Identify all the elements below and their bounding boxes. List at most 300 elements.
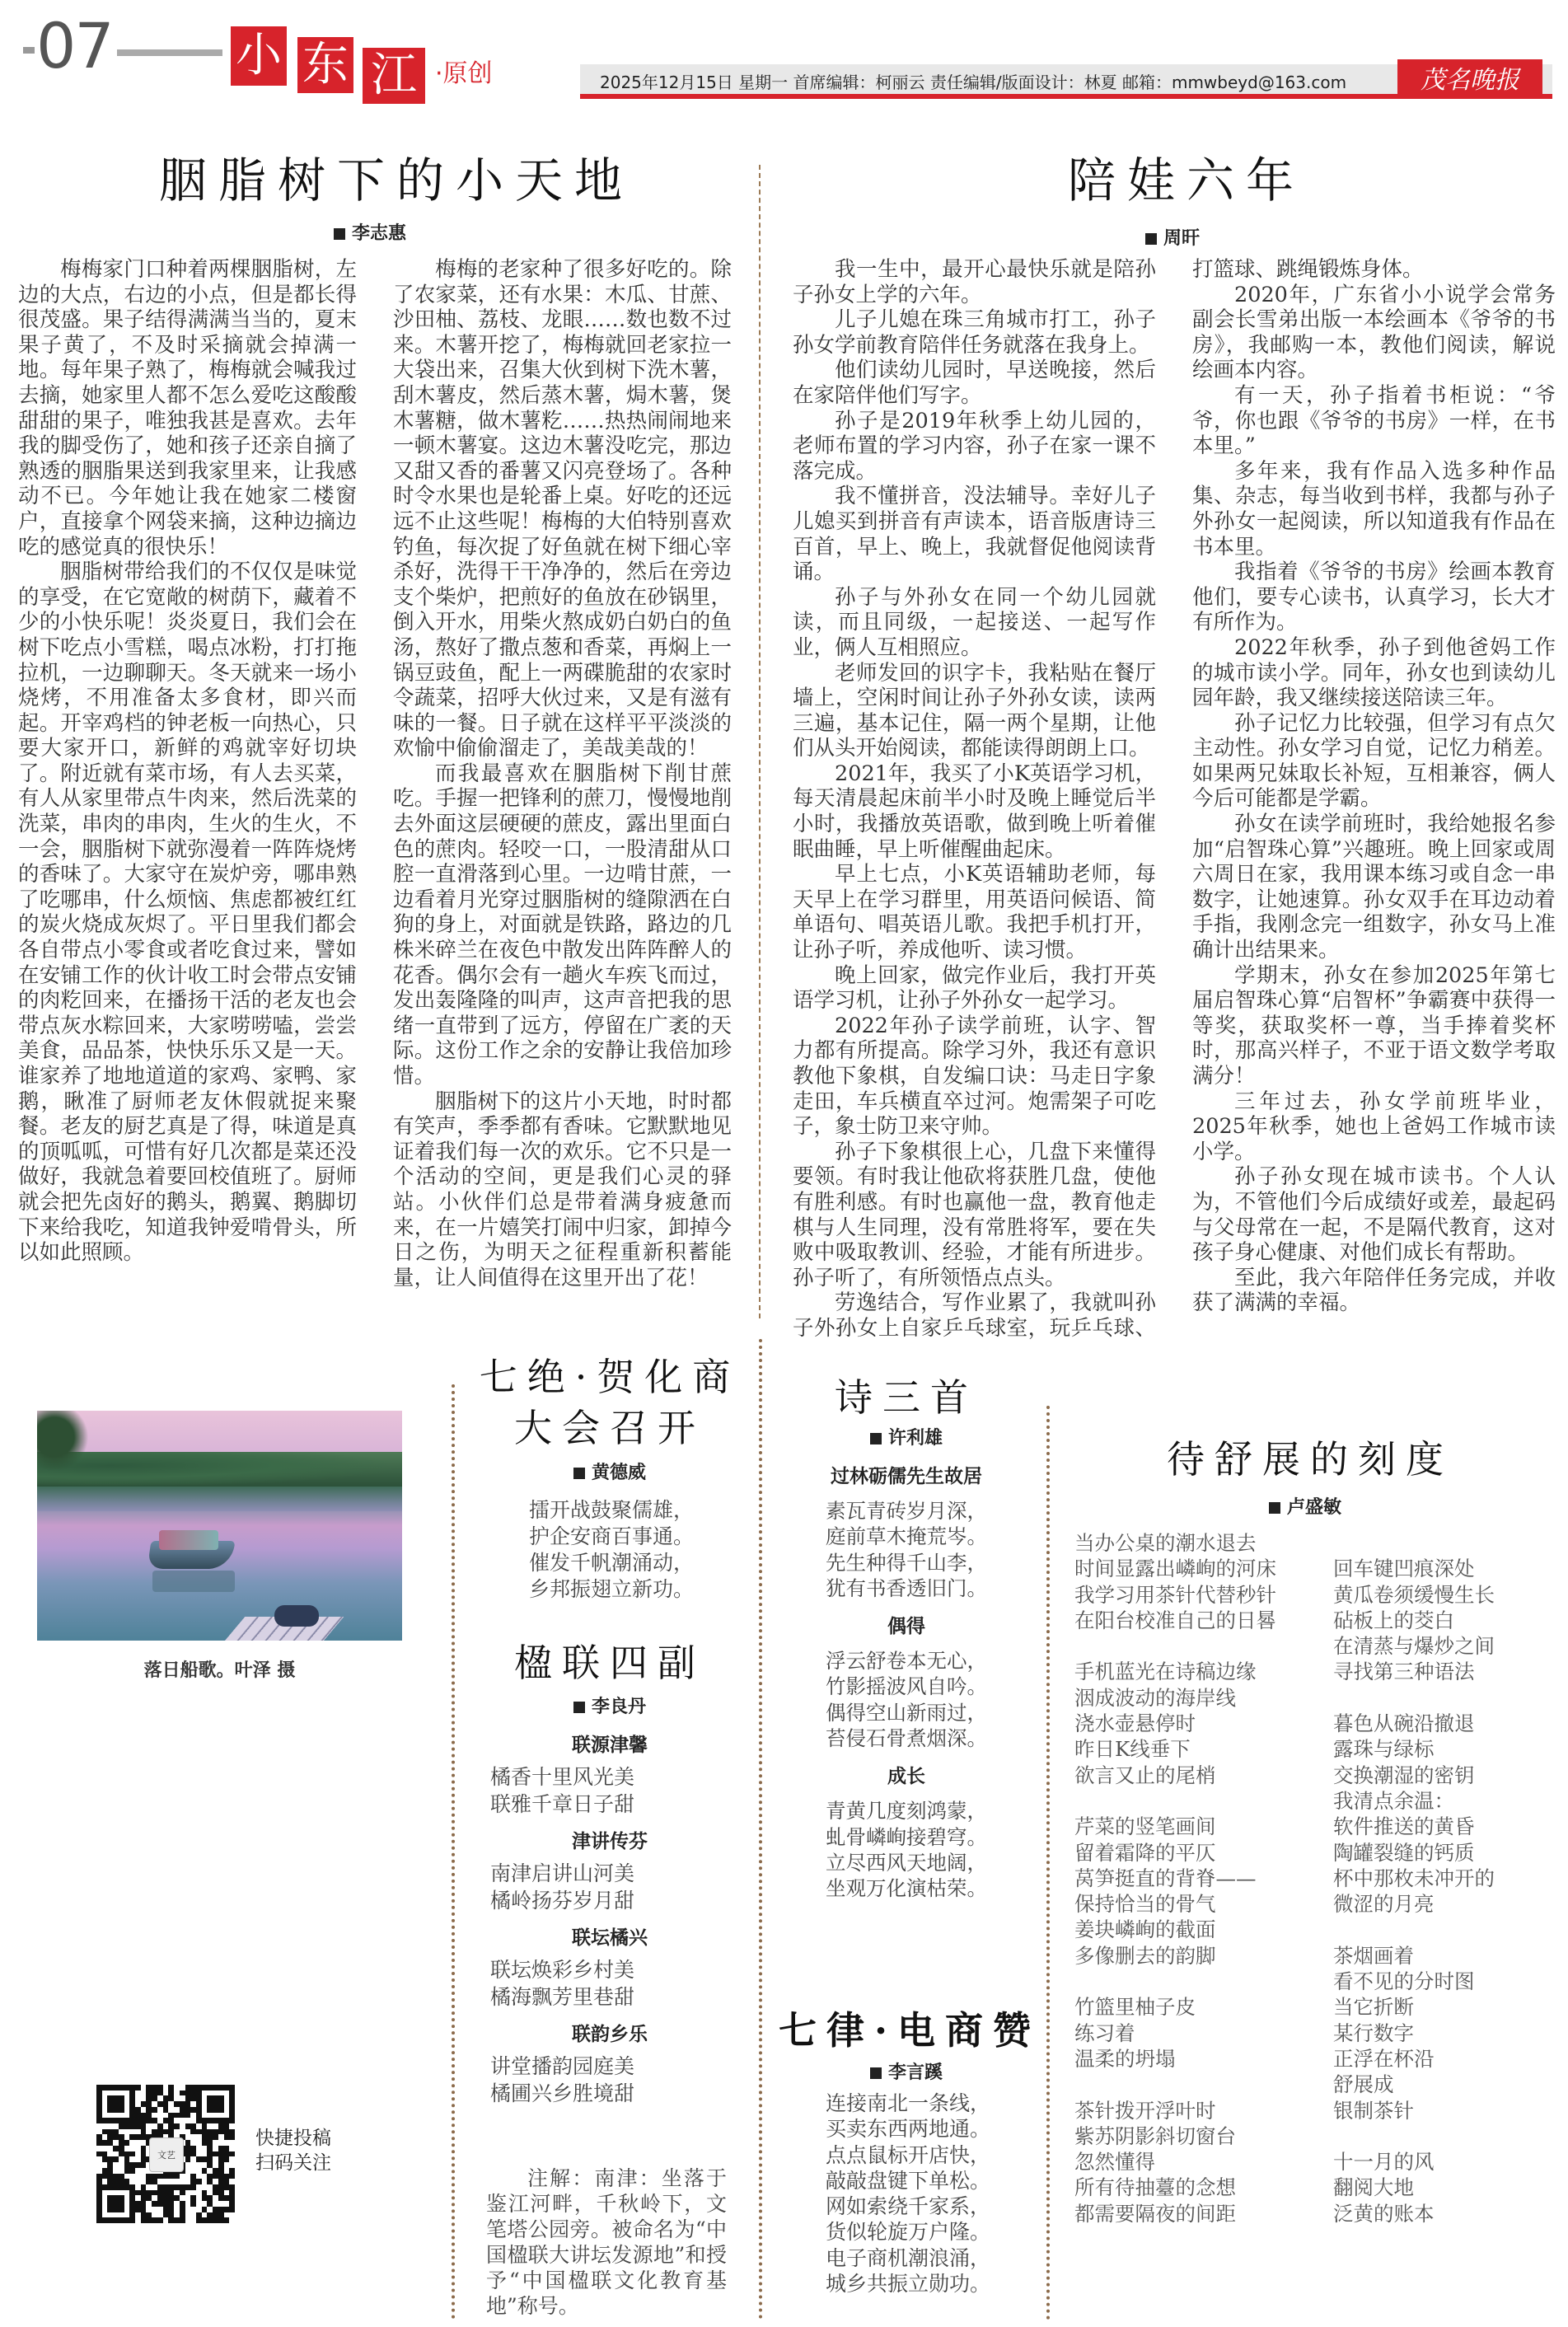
qr-module xyxy=(152,2207,157,2212)
qr-module xyxy=(185,2217,191,2223)
qr-module xyxy=(124,2174,130,2180)
qr-module xyxy=(141,2146,147,2151)
qr-module xyxy=(185,2168,191,2174)
qr-module xyxy=(207,2095,213,2101)
qr-module xyxy=(229,2101,235,2107)
couplet-lines xyxy=(490,1763,746,1818)
qr-module xyxy=(218,2168,224,2174)
poem-line: 欲言又止的尾梢 xyxy=(1074,1763,1216,1787)
qr-module xyxy=(229,2113,235,2119)
qr-module xyxy=(113,2140,119,2146)
qr-module xyxy=(124,2140,130,2146)
couplet-heading: 联韵乡乐 xyxy=(572,2024,648,2045)
qr-module xyxy=(202,2107,208,2113)
photo-tree-branch xyxy=(37,1411,95,1477)
qr-module xyxy=(229,2184,235,2190)
qr-module xyxy=(129,2212,135,2218)
article-paragraph: 胭脂树下的这片小天地，时时都有笑声，季季都有香味。它默默地见证着我们每一次的欢乐。它不只是一个活动的空间，更是我们心灵的驿站。小伙伴们总是带着满身疲惫而来，在一片嬉笑打闹中归家，卸掉今日之伤，为明天之征程重新积蓄能量，让人间值得在这里开出了花！ xyxy=(393,1089,732,1290)
qr-module xyxy=(163,2129,169,2135)
qr-module xyxy=(124,2151,130,2157)
qr-module xyxy=(141,2217,147,2223)
qr-module xyxy=(129,2190,135,2196)
qr-module xyxy=(102,2201,108,2207)
qr-module xyxy=(218,2184,224,2190)
qr-module xyxy=(124,2123,130,2129)
qr-module xyxy=(180,2107,185,2113)
qr-module xyxy=(185,2174,191,2180)
qr-module xyxy=(224,2179,230,2184)
qr-module xyxy=(213,2212,218,2218)
qr-module xyxy=(146,2174,152,2180)
qr-module xyxy=(196,2195,202,2201)
couplet-line: 南津启讲山河美 xyxy=(490,1861,635,1885)
poem-line: 网如索绕千家系， xyxy=(826,2194,991,2219)
qr-module xyxy=(141,2179,147,2184)
poem-subtitle: 偶得 xyxy=(887,1616,925,1638)
qr-module xyxy=(224,2123,230,2129)
article-right-title: 陪娃六年 xyxy=(1068,152,1306,208)
qr-module xyxy=(218,2156,224,2162)
qr-module xyxy=(185,2129,191,2135)
qr-module xyxy=(185,2184,191,2190)
qr-module xyxy=(152,2174,157,2180)
poem-line: 手机蓝光在诗稿边缘 xyxy=(1074,1660,1257,1684)
qr-module xyxy=(190,2179,196,2184)
qr-module xyxy=(135,2184,141,2190)
poem-line: 昨日K线垂下 xyxy=(1074,1737,1191,1762)
qr-module xyxy=(180,2184,185,2190)
qr-module xyxy=(163,2184,169,2190)
poem-line: 忽然懂得 xyxy=(1074,2150,1155,2175)
qr-module xyxy=(213,2168,218,2174)
qr-module xyxy=(190,2168,196,2174)
poem-line: 我学习用茶针代替秒针 xyxy=(1074,1582,1276,1607)
qr-module xyxy=(113,2129,119,2135)
qr-module xyxy=(157,2101,163,2107)
couplet-lines xyxy=(490,2053,746,2107)
poem-line xyxy=(1333,1917,1495,1942)
poem-line: 浮云舒卷本无心， xyxy=(826,1649,987,1674)
qr-module xyxy=(224,2129,230,2135)
qr-module xyxy=(107,2140,113,2146)
qr-module xyxy=(157,2129,163,2135)
poem-line: 暮色从碗沿撤退 xyxy=(1333,1711,1475,1736)
poem-line: 立尽西风天地阔， xyxy=(826,1850,987,1875)
qr-module xyxy=(152,2123,157,2129)
poems-three-list xyxy=(775,1461,1038,1902)
qr-module xyxy=(174,2085,180,2091)
article-left-title: 胭脂树下的小天地 xyxy=(159,152,634,208)
poem-line: 莴笋挺直的背脊—— xyxy=(1074,1866,1257,1890)
poems-three xyxy=(775,1368,1038,1902)
qr-module xyxy=(185,2179,191,2184)
qr-module xyxy=(135,2134,141,2140)
qr-module xyxy=(96,2091,102,2096)
qr-module xyxy=(113,2113,119,2119)
qr-code[interactable] xyxy=(96,2085,235,2223)
article-paragraph: 至此，我六年陪伴任务完成，并收获了满满的幸福。 xyxy=(1192,1265,1556,1316)
poem-line xyxy=(1333,1530,1495,1556)
qr-module xyxy=(229,2195,235,2201)
qr-module xyxy=(141,2140,147,2146)
qr-module xyxy=(218,2113,224,2119)
qr-module xyxy=(146,2107,152,2113)
qr-module xyxy=(141,2195,147,2201)
qr-module xyxy=(129,2134,135,2140)
qr-module xyxy=(213,2095,218,2101)
qr-module xyxy=(157,2190,163,2196)
poem-lines xyxy=(826,2092,1034,2298)
poem-line: 洇成波动的海岸线 xyxy=(1074,1685,1236,1710)
qr-module xyxy=(119,2162,124,2168)
qr-module xyxy=(196,2101,202,2107)
qr-module xyxy=(135,2107,141,2113)
qr-module xyxy=(218,2140,224,2146)
qr-module xyxy=(141,2113,147,2119)
qr-module xyxy=(96,2212,102,2218)
column-divider xyxy=(452,1384,455,2320)
qr-module xyxy=(207,2174,213,2180)
qr-module xyxy=(207,2195,213,2201)
qr-module xyxy=(141,2201,147,2207)
qr-module xyxy=(218,2151,224,2157)
qr-module xyxy=(124,2107,130,2113)
qr-module xyxy=(163,2174,169,2180)
qr-module xyxy=(107,2162,113,2168)
couplet-heading: 联源津馨 xyxy=(572,1735,648,1756)
qr-module xyxy=(213,2085,218,2091)
qr-module xyxy=(124,2217,130,2223)
photo-sunset-boat xyxy=(37,1411,402,1641)
qr-module xyxy=(168,2123,174,2129)
qr-module xyxy=(163,2091,169,2096)
qr-module xyxy=(141,2118,147,2123)
qr-module xyxy=(229,2207,235,2212)
qr-module xyxy=(224,2156,230,2162)
qr-module xyxy=(180,2190,185,2196)
qr-module xyxy=(224,2091,230,2096)
qr-module xyxy=(180,2207,185,2212)
qr-module xyxy=(168,2113,174,2119)
qr-module xyxy=(152,2201,157,2207)
poem-line: 陶罐裂缝的钙质 xyxy=(1333,1840,1475,1865)
qr-module xyxy=(174,2179,180,2184)
article-right-body xyxy=(793,257,1556,1341)
poem-line: 苔侵石骨煮烟深。 xyxy=(826,1726,987,1751)
poem-line: 偶得空山新雨过， xyxy=(826,1700,987,1725)
qr-module xyxy=(152,2179,157,2184)
qr-module xyxy=(190,2195,196,2201)
qr-module xyxy=(180,2174,185,2180)
qr-module xyxy=(146,2201,152,2207)
qr-module xyxy=(152,2195,157,2201)
qr-module xyxy=(152,2190,157,2196)
poem-line: 当它折断 xyxy=(1333,1995,1414,2020)
column-divider xyxy=(1046,1406,1050,2320)
qr-module xyxy=(207,2107,213,2113)
author-name: 周旰 xyxy=(1163,228,1201,249)
qr-module xyxy=(157,2113,163,2119)
photo-caption: 落日船歌。叶泽 摄 xyxy=(143,1660,296,1681)
qr-module xyxy=(180,2113,185,2119)
qr-module xyxy=(107,2212,113,2218)
qr-module xyxy=(180,2195,185,2201)
article-paragraph: 2022年孙子读学前班，认字、智力都有所提高。除学习外，我还有意识教他下象棋，自发编口诀：马走日字象走田，车兵横直卒过河。炮需架子可吃子，象士防卫来守帅。 xyxy=(793,1013,1156,1140)
qr-module xyxy=(119,2201,124,2207)
qr-module xyxy=(196,2201,202,2207)
qr-module xyxy=(213,2207,218,2212)
qr-module xyxy=(218,2118,224,2123)
qr-module xyxy=(152,2101,157,2107)
qr-module xyxy=(218,2101,224,2107)
qr-module xyxy=(152,2113,157,2119)
qr-module xyxy=(135,2129,141,2135)
author-name: 李言蹊 xyxy=(887,2062,943,2083)
qr-module xyxy=(157,2201,163,2207)
poem-line: 素瓦青砖岁月深， xyxy=(826,1499,987,1523)
qr-module xyxy=(119,2091,124,2096)
qr-module xyxy=(163,2113,169,2119)
qr-module xyxy=(96,2095,102,2101)
qr-module xyxy=(229,2129,235,2135)
qr-module xyxy=(96,2179,102,2184)
article-paragraph: 晚上回家，做完作业后，我打开英语学习机，让孙子外孙女一起学习。 xyxy=(793,962,1156,1014)
qr-module xyxy=(102,2168,108,2174)
qr-module xyxy=(152,2129,157,2135)
qr-module xyxy=(157,2095,163,2101)
article-paragraph: 胭脂树带给我们的不仅仅是味觉的享受，在它宽敞的树荫下，藏着不少的小快乐呢！炎炎夏日，我们会在树下吃点小雪糕，喝点冰粉，打打拖拉机，一边聊聊天。冬天就来一场小烧烤，不用准备太多食材，即兴而起。开宰鸡档的钟老板一向热心，只要大家开口，新鲜的鸡就宰好切块了。附近就有菜市场，有人去买菜，有人从家里带点牛肉来，然后洗菜的洗菜，串肉的串肉，生火的生火，不一会，胭脂树下就弥漫着一阵阵烧烤的香味了。大家守在炭炉旁，哪串熟了吃哪串，什么烦恼、焦虑都被红红的炭火烧成灰烬了。平日里我们都会各自带点小零食或者吃食过来，譬如在安铺工作的伙计收工时会带点安铺的肉籺回来，在播扬干活的老友也会带点灰水粽回来，大家唠唠嗑，尝尝美食，品品茶，快快乐乐又是一天。谁家养了地地道道的家鸡、家鸭、家鹅，瞅准了厨师老友休假就捉来聚餐。老友的厨艺真是了得，味道是真的顶呱呱，可惜有好几次都是菜还没做好，我就急着要回校值班了。厨师就会把先卤好的鹅头，鹅翼、鹅脚切下来给我吃，知道我钟爱啃骨头，所以如此照顾。 xyxy=(18,560,357,1266)
qr-module xyxy=(96,2140,102,2146)
qr-module xyxy=(174,2101,180,2107)
qr-module xyxy=(196,2156,202,2162)
qr-module xyxy=(202,2101,208,2107)
article-paragraph: 孙子下象棋很上心，几盘下来懂得要领。有时我让他砍将获胜几盘，使他有胜利感。有时也赢他一盘，教育他走棋与人生同理，没有常胜将军，要在失败中吸取教训、经验，才能有所进步。孙子听了，有所领悟点点头。 xyxy=(793,1139,1156,1290)
poem-line: 翻阅大地 xyxy=(1333,2175,1414,2200)
couplets-title: 楹联四副 xyxy=(514,1641,705,1685)
poem-line: 正浮在杯沿 xyxy=(1333,2046,1435,2071)
qr-module xyxy=(157,2091,163,2096)
qr-module xyxy=(190,2174,196,2180)
poem-line: 连接南北一条线， xyxy=(826,2091,991,2115)
qr-module xyxy=(224,2207,230,2212)
poem-line: 保持恰当的骨气 xyxy=(1074,1892,1216,1917)
poem-line: 乡邦振翅立新功。 xyxy=(529,1577,695,1601)
qr-module xyxy=(107,2101,113,2107)
qr-module xyxy=(163,2179,169,2184)
qr-module xyxy=(196,2140,202,2146)
qr-module xyxy=(119,2151,124,2157)
poem-line: 青黄几度刻鸿蒙， xyxy=(826,1799,987,1824)
qr-module xyxy=(190,2162,196,2168)
qr-module xyxy=(224,2174,230,2180)
qr-module xyxy=(190,2091,196,2096)
qr-module xyxy=(113,2179,119,2184)
poem-line: 先生种得千山李， xyxy=(826,1550,987,1575)
article-paragraph: 我不懂拼音，没法辅导。幸好儿子儿媳买到拼音有声读本，语音版唐诗三百首，早上、晚上，我就督促他阅读背诵。 xyxy=(793,484,1156,585)
qr-module xyxy=(129,2179,135,2184)
qr-text xyxy=(255,2126,331,2175)
qr-module xyxy=(129,2156,135,2162)
qr-module xyxy=(107,2179,113,2184)
qr-module xyxy=(224,2212,230,2218)
qr-module xyxy=(196,2146,202,2151)
qr-module xyxy=(113,2201,119,2207)
qr-module xyxy=(102,2156,108,2162)
poem-line: 坐观万化演枯荣。 xyxy=(826,1876,987,1901)
poem-modern-right-column xyxy=(1333,1530,1495,2226)
qr-module xyxy=(174,2123,180,2129)
qr-module xyxy=(146,2184,152,2190)
poem-line: 当办公桌的潮水退去 xyxy=(1074,1531,1257,1555)
qr-module xyxy=(102,2195,108,2201)
poem-line: 紫苏阴影斜切窗台 xyxy=(1074,2123,1236,2148)
qr-module xyxy=(207,2162,213,2168)
qr-module xyxy=(124,2184,130,2190)
qr-module xyxy=(129,2146,135,2151)
qr-logo: 文艺 xyxy=(149,2137,184,2172)
qr-module xyxy=(180,2212,185,2218)
qr-module xyxy=(185,2085,191,2091)
qr-module xyxy=(218,2134,224,2140)
qr-module xyxy=(196,2118,202,2123)
qr-module xyxy=(190,2151,196,2157)
qr-module xyxy=(119,2184,124,2190)
qr-module xyxy=(157,2174,163,2180)
qr-module xyxy=(190,2123,196,2129)
qr-module xyxy=(129,2107,135,2113)
qr-module xyxy=(202,2091,208,2096)
qr-module xyxy=(146,2129,152,2135)
poem-line: 泛黄的账本 xyxy=(1333,2201,1435,2226)
article-paragraph: 孙子与外孙女在同一个幼儿园就读，而且同级，一起接送、一起写作业，俩人互相照应。 xyxy=(793,584,1156,660)
poem-line: 竹篮里柚子皮 xyxy=(1074,1995,1196,2020)
qr-module xyxy=(190,2118,196,2123)
couplet-line: 联雅千章日子甜 xyxy=(490,1792,635,1816)
qr-module xyxy=(102,2113,108,2119)
qr-module xyxy=(119,2140,124,2146)
qr-module xyxy=(96,2190,102,2196)
qr-module xyxy=(152,2118,157,2123)
qr-module xyxy=(174,2212,180,2218)
qr-module xyxy=(124,2134,130,2140)
poem-modern-byline xyxy=(1269,1493,1341,1519)
qr-module xyxy=(224,2168,230,2174)
qr-module xyxy=(168,2118,174,2123)
article-paragraph: 学期末，孙女在参加2025年第七届启智珠心算“启智杯”争霸赛中获得一等奖，获取奖杯一尊，当手捧着奖杯时，那高兴样子，不亚于语文数学考取满分！ xyxy=(1192,962,1556,1089)
qr-module xyxy=(213,2107,218,2113)
qr-module xyxy=(213,2146,218,2151)
qr-module xyxy=(218,2091,224,2096)
qr-module xyxy=(135,2162,141,2168)
qr-module xyxy=(224,2217,230,2223)
qr-module xyxy=(190,2113,196,2119)
qr-module xyxy=(224,2151,230,2157)
qr-module xyxy=(129,2151,135,2157)
qr-module xyxy=(190,2107,196,2113)
poem-qilv-byline xyxy=(779,2058,1034,2084)
qr-module xyxy=(135,2195,141,2201)
poem-line: 所有待抽薹的念想 xyxy=(1074,2175,1236,2200)
qr-module xyxy=(202,2146,208,2151)
qr-module xyxy=(229,2095,235,2101)
qr-module xyxy=(168,2195,174,2201)
poem-line: 交换潮湿的密钥 xyxy=(1333,1763,1475,1787)
qr-module xyxy=(207,2118,213,2123)
qr-module xyxy=(218,2179,224,2184)
qr-module xyxy=(96,2107,102,2113)
poem-line: 浇水壶悬停时 xyxy=(1074,1711,1196,1736)
qr-module xyxy=(218,2212,224,2218)
article-paragraph: 孙子孙女现在城市读书。个人认为，不管他们今后成绩好或差，最起码与父母常在一起，不是隔代教育，这对孩子身心健康、对他们成长有帮助。 xyxy=(1192,1164,1556,1266)
qr-module xyxy=(229,2201,235,2207)
qr-module xyxy=(229,2217,235,2223)
qr-module xyxy=(107,2113,113,2119)
qr-module xyxy=(146,2101,152,2107)
article-paragraph: 我指着《爷爷的书房》绘画本教育他们，要专心读书，认真学习，长大才有所作为。 xyxy=(1192,560,1556,635)
qr-module xyxy=(229,2162,235,2168)
qr-module xyxy=(202,2168,208,2174)
qr-module xyxy=(129,2140,135,2146)
qr-module xyxy=(190,2101,196,2107)
qr-module xyxy=(119,2085,124,2091)
poem-line: 虬骨嶙峋接碧穹。 xyxy=(826,1824,987,1849)
qr-module xyxy=(224,2085,230,2091)
qr-module xyxy=(202,2217,208,2223)
qr-module xyxy=(213,2174,218,2180)
poem-byline xyxy=(470,1458,750,1484)
qr-module xyxy=(146,2212,152,2218)
poem-lines xyxy=(826,1798,1038,1901)
qr-module xyxy=(168,2217,174,2223)
qr-module xyxy=(96,2085,102,2091)
qr-module xyxy=(124,2085,130,2091)
qr-module xyxy=(135,2174,141,2180)
qr-module xyxy=(224,2140,230,2146)
qr-module xyxy=(124,2129,130,2135)
qr-module xyxy=(141,2168,147,2174)
qr-module xyxy=(174,2207,180,2212)
poem-line xyxy=(1074,1969,1276,1994)
qr-module xyxy=(213,2134,218,2140)
byline-square-icon xyxy=(870,1433,882,1444)
qr-module xyxy=(180,2091,185,2096)
qr-module xyxy=(174,2190,180,2196)
qr-module xyxy=(213,2113,218,2119)
poem-line: 黄瓜卷须缓慢生长 xyxy=(1333,1582,1495,1607)
qr-module xyxy=(207,2113,213,2119)
poem-line: 我清点余温： xyxy=(1333,1788,1454,1813)
qr-module xyxy=(113,2162,119,2168)
qr-module xyxy=(124,2190,130,2196)
qr-module xyxy=(185,2190,191,2196)
poem-line: 回车键凹痕深处 xyxy=(1333,1557,1475,1581)
qr-module xyxy=(207,2140,213,2146)
section-char-3: 江 xyxy=(363,48,425,104)
qr-module xyxy=(229,2118,235,2123)
qr-module xyxy=(168,2174,174,2180)
qr-module xyxy=(207,2091,213,2096)
qr-module xyxy=(113,2085,119,2091)
qr-module xyxy=(207,2101,213,2107)
qr-module xyxy=(168,2101,174,2107)
qr-module xyxy=(107,2134,113,2140)
page-number xyxy=(23,9,113,82)
poem-line: 点点鼠标开店快， xyxy=(826,2142,991,2167)
qr-module xyxy=(129,2123,135,2129)
qr-module xyxy=(119,2212,124,2218)
qr-module xyxy=(168,2184,174,2190)
qr-module xyxy=(124,2095,130,2101)
